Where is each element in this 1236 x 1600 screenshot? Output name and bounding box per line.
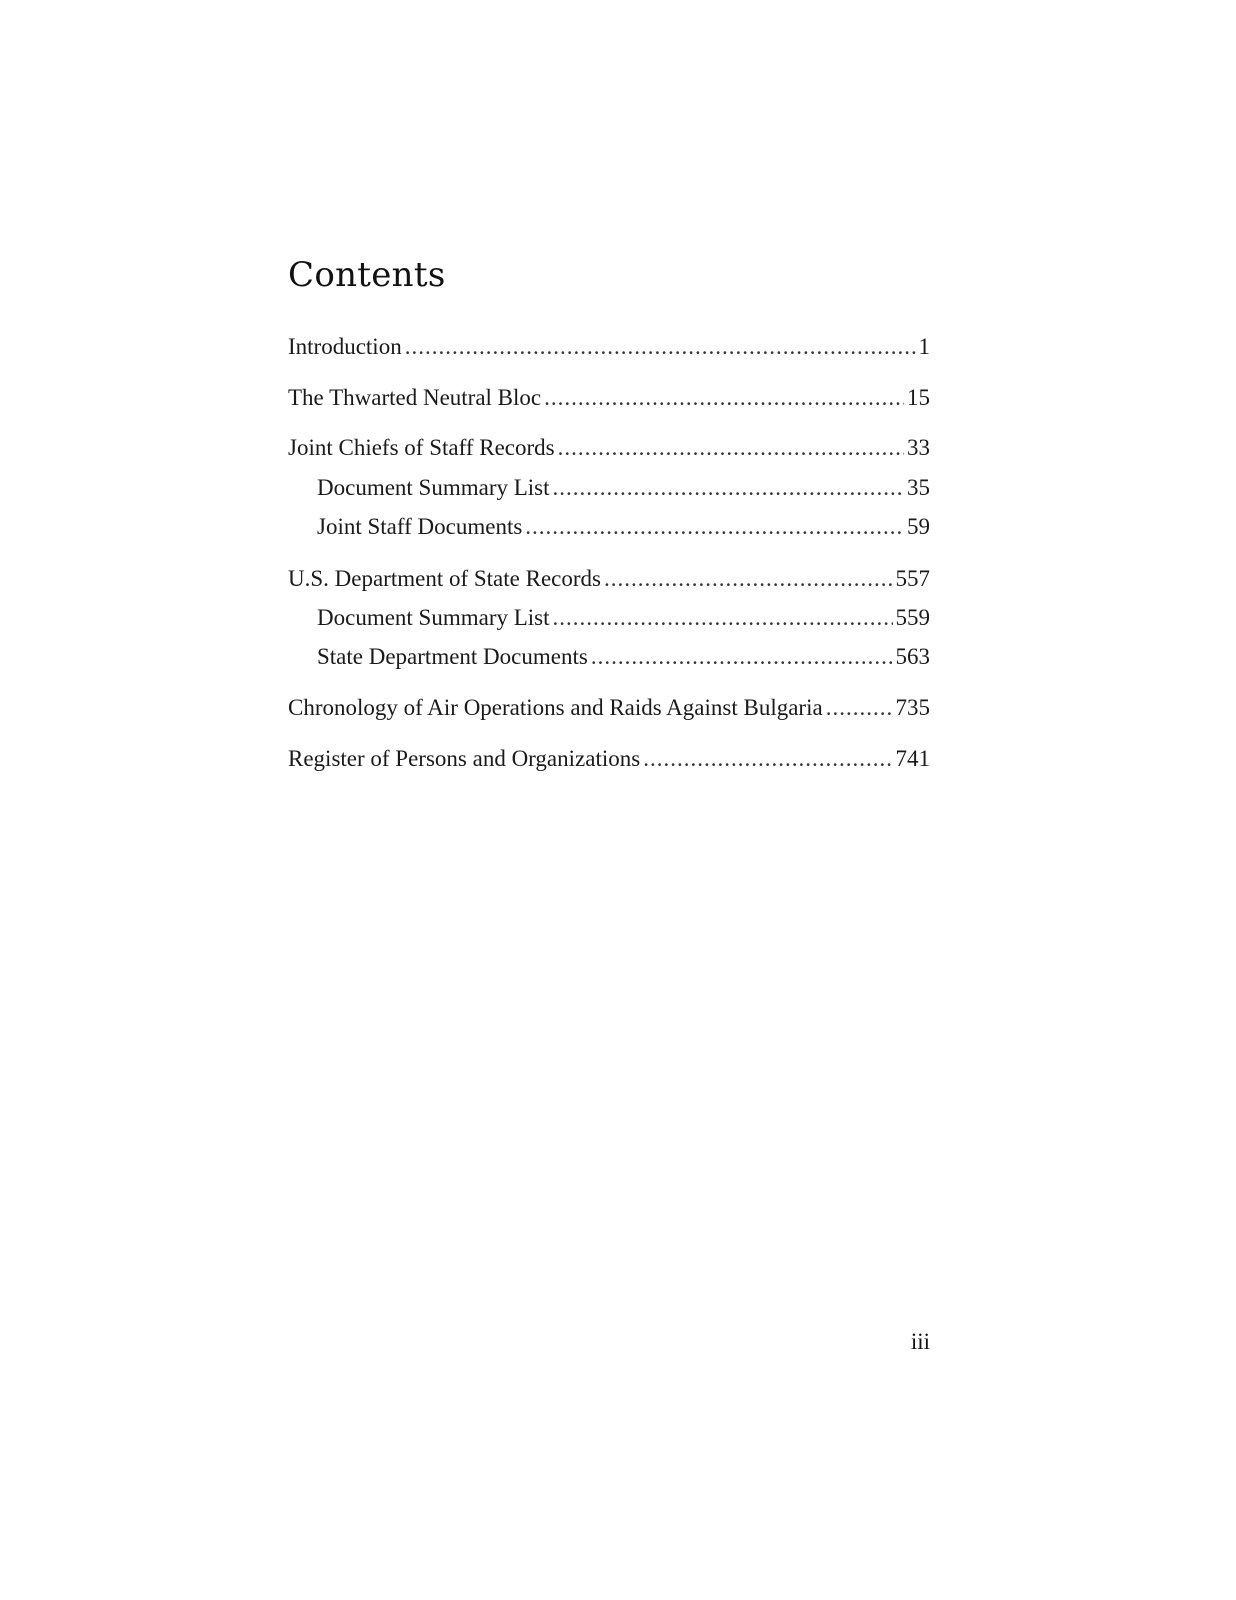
toc-subentry-state-department-documents: [317, 642, 930, 672]
toc-entry-page: 557: [895, 566, 930, 591]
toc-subentry-jcs-document-summary: [317, 473, 930, 503]
toc-entry-page: 59: [907, 514, 930, 539]
toc-entry-page: 1: [918, 334, 930, 359]
toc-entry-page: 735: [895, 695, 930, 720]
toc-entry-label: Document Summary List: [317, 605, 550, 630]
toc-subentry-joint-staff-documents: [317, 512, 930, 542]
toc-entry-state-department-records: [288, 564, 930, 594]
toc-entry-label: The Thwarted Neutral Bloc: [288, 385, 542, 410]
toc-entry-introduction: [288, 332, 930, 362]
toc-entry-label: State Department Documents: [317, 644, 588, 669]
toc-entry-thwarted-neutral-bloc: [288, 383, 930, 413]
page-number: iii: [910, 1329, 930, 1354]
toc-entry-page: 559: [895, 605, 930, 630]
toc-entry-page: 33: [907, 435, 930, 460]
toc-entry-label: Joint Chiefs of Staff Records: [288, 435, 555, 460]
toc-entry-page: 15: [907, 385, 930, 410]
page-title: Contents: [288, 255, 446, 295]
toc-entry-label: Register of Persons and Organizations: [288, 746, 641, 771]
toc-entry-label: Introduction: [288, 334, 402, 359]
dot-leader: [643, 744, 892, 774]
toc-entry-page: 741: [895, 746, 930, 771]
toc-entry-page: 35: [907, 475, 930, 500]
toc-entry-chronology-air-operations: [288, 693, 930, 723]
toc-entry-label: Document Summary List: [317, 475, 550, 500]
toc-entry-label: Joint Staff Documents: [317, 514, 523, 539]
dot-leader: [553, 473, 904, 503]
toc-entry-page: 563: [895, 644, 930, 669]
dot-leader: [591, 642, 893, 672]
toc-entry-joint-chiefs-records: [288, 433, 930, 463]
dot-leader: [525, 512, 904, 542]
dot-leader: [826, 693, 893, 723]
toc-entry-label: Chronology of Air Operations and Raids Against Bulgaria: [288, 695, 823, 720]
dot-leader: [558, 433, 904, 463]
toc-entry-register-persons: [288, 744, 930, 774]
dot-leader: [544, 383, 904, 413]
toc-entry-label: U.S. Department of State Records: [288, 566, 601, 591]
dot-leader: [553, 603, 893, 633]
dot-leader: [405, 332, 916, 362]
dot-leader: [604, 564, 893, 594]
toc-subentry-state-document-summary: [317, 603, 930, 633]
